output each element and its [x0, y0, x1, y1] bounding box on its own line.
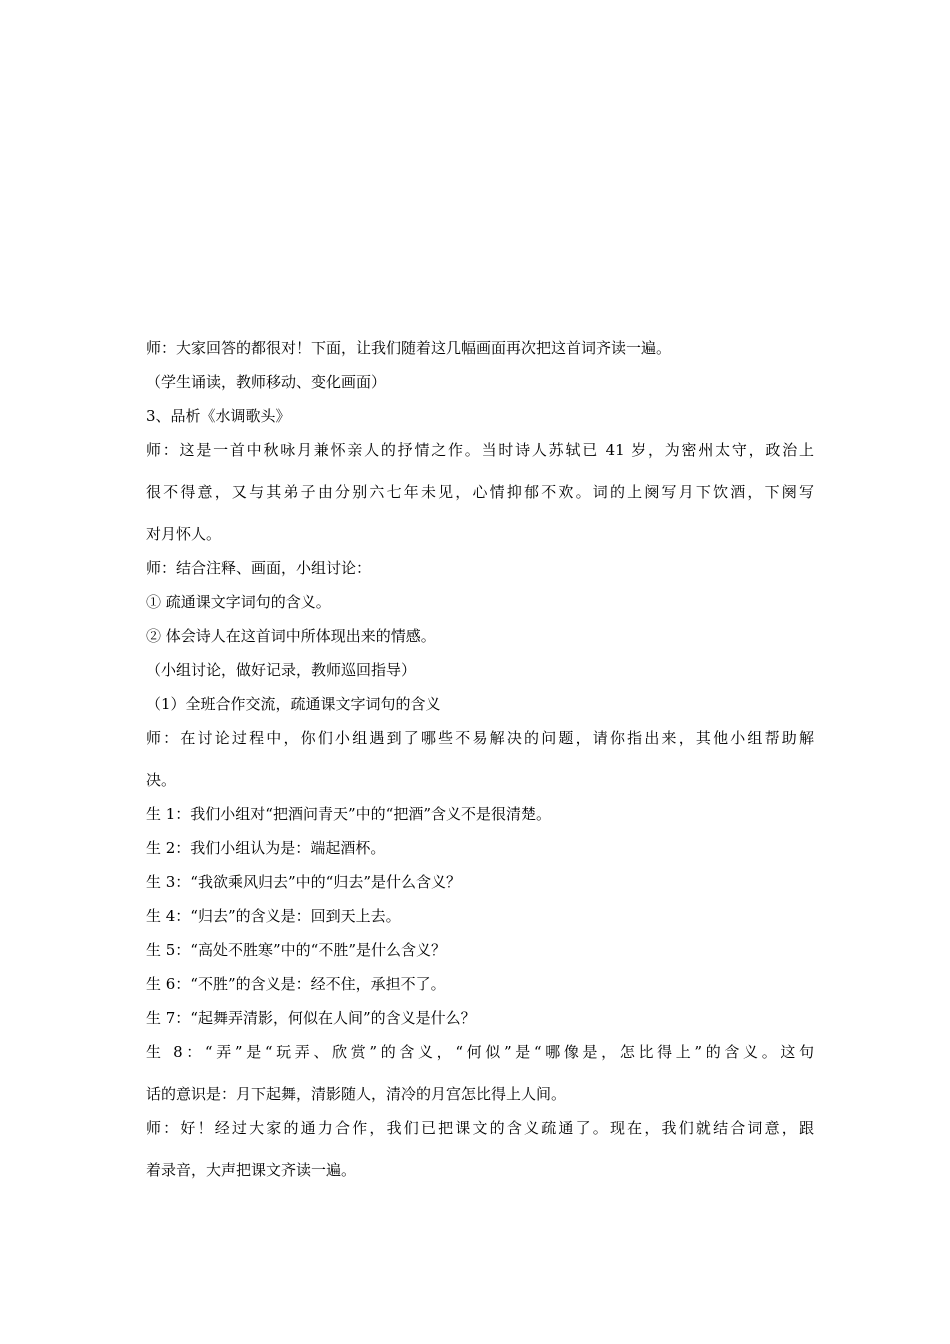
dialogue-line: 生 7：“起舞弄清影，何似在人间”的含义是什么？	[146, 1009, 476, 1027]
paragraph-line: 师：大家回答的都很对！下面，让我们随着这几幅画面再次把这首词齐读一遍。	[146, 339, 672, 357]
subsection-heading: （1）全班合作交流，疏通课文字词句的含义	[146, 695, 441, 713]
paragraph-line: 师：在讨论过程中，你们小组遇到了哪些不易解决的问题，请你指出来，其他小组帮助解	[146, 729, 814, 747]
dialogue-line: 生 1：我们小组对“把酒问青天”中的“把酒”含义不是很清楚。	[146, 805, 551, 823]
dialogue-line: 生 8：“弄”是“玩弄、欣赏”的含义，“何似”是“哪像是，怎比得上”的含义。这句	[146, 1043, 814, 1061]
list-item: ② 体会诗人在这首词中所体现出来的情感。	[146, 627, 436, 645]
paragraph-line: 师：结合注释、画面，小组讨论：	[146, 559, 372, 577]
dialogue-line: 话的意识是：月下起舞，清影随人，清冷的月宫怎比得上人间。	[146, 1085, 567, 1103]
paragraph-line: （学生诵读，教师移动、变化画面）	[146, 373, 387, 391]
dialogue-line: 生 2：我们小组认为是：端起酒杯。	[146, 839, 386, 857]
paragraph-line: 很不得意，又与其弟子由分别六七年未见，心情抑郁不欢。词的上阕写月下饮酒，下阕写	[146, 483, 814, 501]
document-body	[146, 338, 814, 1180]
dialogue-line: 生 3：“我欲乘风归去”中的“归去”是什么含义？	[146, 873, 461, 891]
paragraph-line: 师：好！经过大家的通力合作，我们已把课文的含义疏通了。现在，我们就结合词意，跟	[146, 1119, 814, 1137]
dialogue-line: 生 6：“不胜”的含义是：经不住，承担不了。	[146, 975, 446, 993]
paragraph-line: 决。	[146, 771, 177, 789]
section-heading: 3、品析《水调歌头》	[146, 407, 291, 425]
list-item: ① 疏通课文字词句的含义。	[146, 593, 331, 611]
dialogue-line: 生 5：“高处不胜寒”中的“不胜”是什么含义？	[146, 941, 446, 959]
dialogue-line: 生 4：“归去”的含义是：回到天上去。	[146, 907, 401, 925]
paragraph-line: 着录音，大声把课文齐读一遍。	[146, 1161, 357, 1179]
paragraph-line: 对月怀人。	[146, 525, 222, 543]
paragraph-line: 师：这是一首中秋咏月兼怀亲人的抒情之作。当时诗人苏轼已 41 岁，为密州太守，政治上	[146, 441, 814, 459]
paragraph-line: （小组讨论，做好记录，教师巡回指导）	[146, 661, 417, 679]
